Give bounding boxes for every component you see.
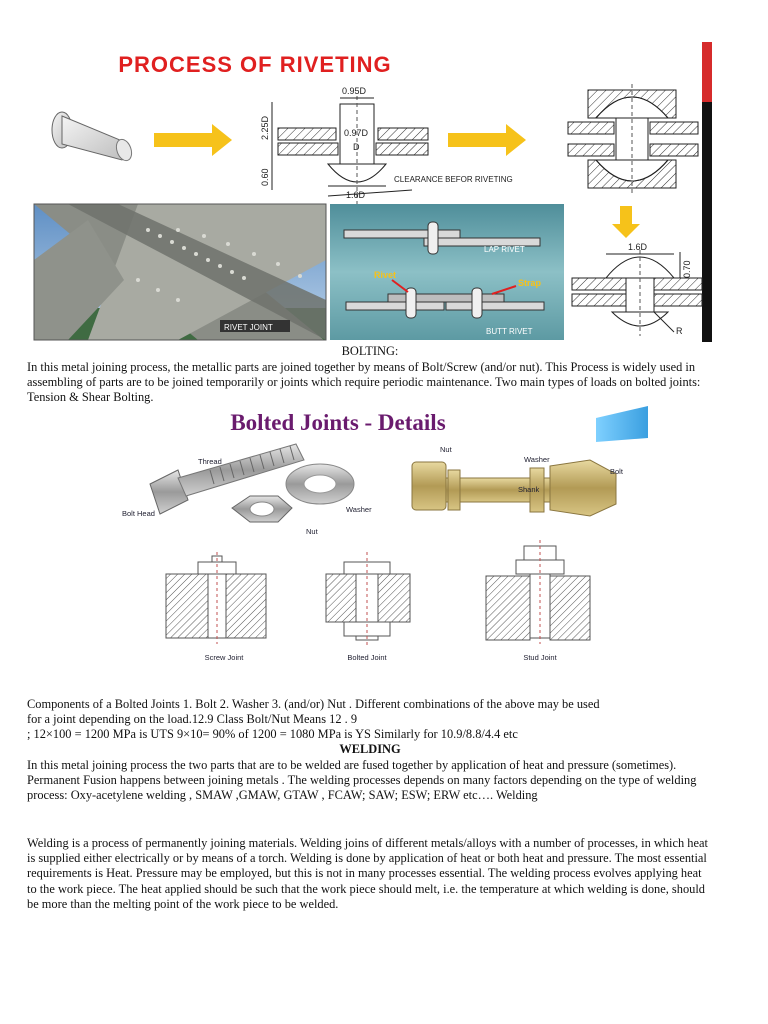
rivet-icon (52, 112, 134, 163)
rivet-joint-photo (34, 204, 326, 340)
components-line-2: for a joint depending on the load.12.9 Class Bolt/Nut Means 12 . 9 (27, 712, 358, 726)
dim-label: 2.25D (260, 115, 270, 140)
black-edge-bar (702, 102, 712, 342)
bolted-joints-title: Bolted Joints - Details (230, 410, 446, 435)
arrow-right-icon (448, 124, 526, 156)
washer-top-label: Washer (524, 455, 550, 464)
bolting-paragraph: In this metal joining process, the metallic parts are joined together by means of Bolt/Screw (and/or nut). This Process is widely used in assembling of parts are to be joined temporarily or joints which require periodic maintenance. Two main types of loads on bolted joints: Tension & Shear Bolting. (27, 360, 701, 405)
dim-label: 1.6D (346, 190, 366, 200)
assembled-bolt-photo (412, 460, 616, 516)
nut-label: Nut (306, 527, 318, 536)
rivet-label: Rivet (374, 270, 397, 280)
screw-joint-label: Screw Joint (204, 653, 244, 662)
dim-label: 0.60 (260, 168, 270, 186)
dim-label: 0.97D (344, 128, 369, 138)
blue-accent-shape (596, 406, 648, 442)
riveting-title: PROCESS OF RIVETING (118, 52, 392, 77)
stud-joint-label: Stud Joint (523, 653, 557, 662)
dim-label: 0.95D (342, 86, 367, 96)
bolt-photo (150, 444, 354, 522)
welding-heading: WELDING (339, 742, 401, 756)
dim-label: R (676, 326, 683, 336)
dim-label: 0.70 (682, 260, 692, 278)
screw-joint-diagram (166, 552, 266, 644)
washer-label: Washer (346, 505, 372, 514)
dim-label: 1.6D (628, 242, 648, 252)
thread-label: Thread (198, 457, 222, 466)
welding-paragraph-2: Welding is a process of permanently joining materials. Welding joins of different metals/alloys with a number of processes, in which heat is supplied either electrically or by means of a torch. Welding is done by application of heat or both heat and pressure. The most essential requirements is Heat. Pressure may be employed, but this is not in many processes essential. The welding process evolves applying heat to the work piece. The heat applied should be such that the work piece should melt, i.e. the temperature at which welding is done, should be more than the melting point of the work piece to be welded. (27, 836, 708, 911)
bolted-joints-figure (100, 404, 660, 666)
lap-rivet-label: LAP RIVET (484, 245, 525, 254)
components-line-1: Components of a Bolted Joints 1. Bolt 2. Washer 3. (and/or) Nut . Different combinations of the above may be used (27, 697, 600, 711)
arrow-down-icon (612, 206, 640, 238)
rivet-joint-label: RIVET JOINT (224, 323, 273, 332)
riveting-illustration (28, 40, 714, 342)
bolted-joint-diagram (326, 552, 410, 648)
riveting-section-die (568, 84, 698, 194)
dim-label: D (353, 142, 360, 152)
red-edge-bar (702, 42, 712, 102)
butt-rivet-label: BUTT RIVET (486, 327, 533, 336)
riveting-figure (28, 40, 714, 342)
bolt-label: Bolt (610, 467, 623, 476)
bolted-joints-illustration (100, 404, 660, 666)
rivet-types-diagram (330, 204, 564, 340)
shank-label: Shank (518, 485, 540, 494)
arrow-right-icon (154, 124, 232, 156)
bolt-head-label: Bolt Head (122, 509, 155, 518)
stud-joint-diagram (486, 540, 590, 644)
strap-label: Strap (518, 278, 542, 288)
components-line-3: ; 12×100 = 1200 MPa is UTS 9×10= 90% of 1200 = 1080 MPa is YS Similarly for 10.9/8.8/4.4 etc (27, 727, 518, 741)
nut-top-label: Nut (440, 445, 452, 454)
welding-paragraph-1: In this metal joining process the two parts that are to be welded are fused together by application of heat and pressure (sometimes). Permanent Fusion happens between joining metals . The welding processes depends on many factors depending on the type of welding process: Oxy-acetylene welding , SMAW ,GMAW, GTAW , FCAW; SAW; ESW; ERW etc…. Welding (27, 758, 697, 803)
bolting-heading: BOLTING: (341, 344, 399, 358)
clearance-label: CLEARANCE BEFOR RIVETING (394, 175, 513, 184)
bolted-joint-label: Bolted Joint (347, 653, 387, 662)
